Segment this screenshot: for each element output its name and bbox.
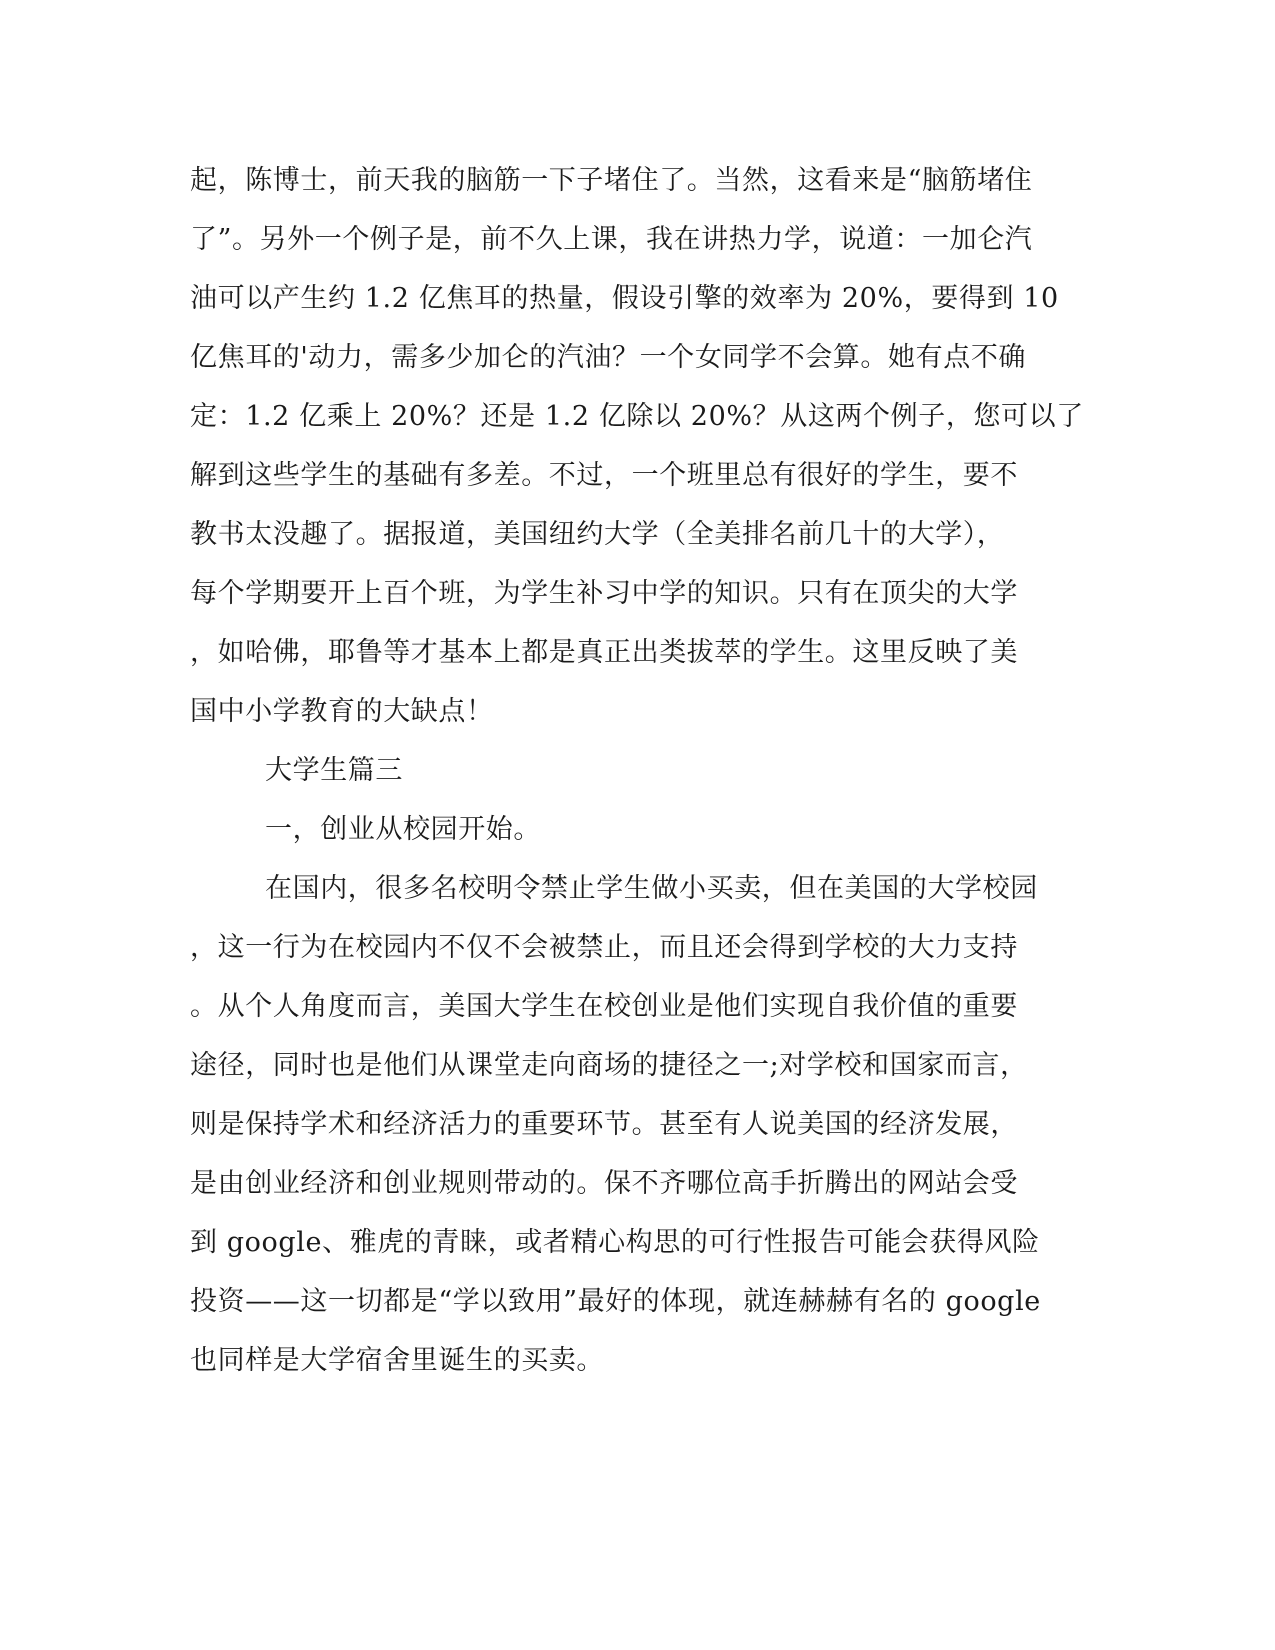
text-line: 起，陈博士，前天我的脑筋一下子堵住了。当然，这看来是“脑筋堵住 — [190, 165, 1033, 196]
subsection-heading: 一，创业从校园开始。 — [265, 814, 541, 845]
text-line: ，如哈佛，耶鲁等才基本上都是真正出类拔萃的学生。这里反映了美 — [190, 637, 1018, 668]
text-line: 投资——这一切都是“学以致用”最好的体现，就连赫赫有名的 google — [190, 1286, 1041, 1317]
section-heading: 大学生篇三 — [265, 755, 403, 786]
text-line: 定：1.2 亿乘上 20%？还是 1.2 亿除以 20%？从这两个例子，您可以了 — [190, 401, 1084, 432]
text-line: 。从个人角度而言，美国大学生在校创业是他们实现自我价值的重要 — [190, 991, 1018, 1022]
text-line: 每个学期要开上百个班，为学生补习中学的知识。只有在顶尖的大学 — [190, 578, 1018, 609]
text-line: 亿焦耳的'动力，需多少加仑的汽油？一个女同学不会算。她有点不确 — [190, 342, 1027, 373]
text-line: 油可以产生约 1.2 亿焦耳的热量，假设引擎的效率为 20%，要得到 10 — [190, 283, 1059, 314]
text-line: 国中小学教育的大缺点！ — [190, 696, 494, 727]
text-line: 途径，同时也是他们从课堂走向商场的捷径之一;对学校和国家而言， — [190, 1050, 1028, 1081]
paragraph-first-line: 在国内，很多名校明令禁止学生做小买卖，但在美国的大学校园 — [265, 873, 1038, 904]
text-line: ，这一行为在校园内不仅不会被禁止，而且还会得到学校的大力支持 — [190, 932, 1018, 963]
text-line: 解到这些学生的基础有多差。不过，一个班里总有很好的学生，要不 — [190, 460, 1018, 491]
text-line: 也同样是大学宿舍里诞生的买卖。 — [190, 1345, 604, 1376]
text-line: 教书太没趣了。据报道，美国纽约大学（全美排名前几十的大学）， — [190, 519, 1005, 550]
text-line: 则是保持学术和经济活力的重要环节。甚至有人说美国的经济发展， — [190, 1109, 1018, 1140]
text-line: 了”。另外一个例子是，前不久上课，我在讲热力学，说道：一加仑汽 — [190, 224, 1033, 255]
text-line: 到 google、雅虎的青睐，或者精心构思的可行性报告可能会获得风险 — [190, 1227, 1040, 1258]
text-line: 是由创业经济和创业规则带动的。保不齐哪位高手折腾出的网站会受 — [190, 1168, 1018, 1199]
